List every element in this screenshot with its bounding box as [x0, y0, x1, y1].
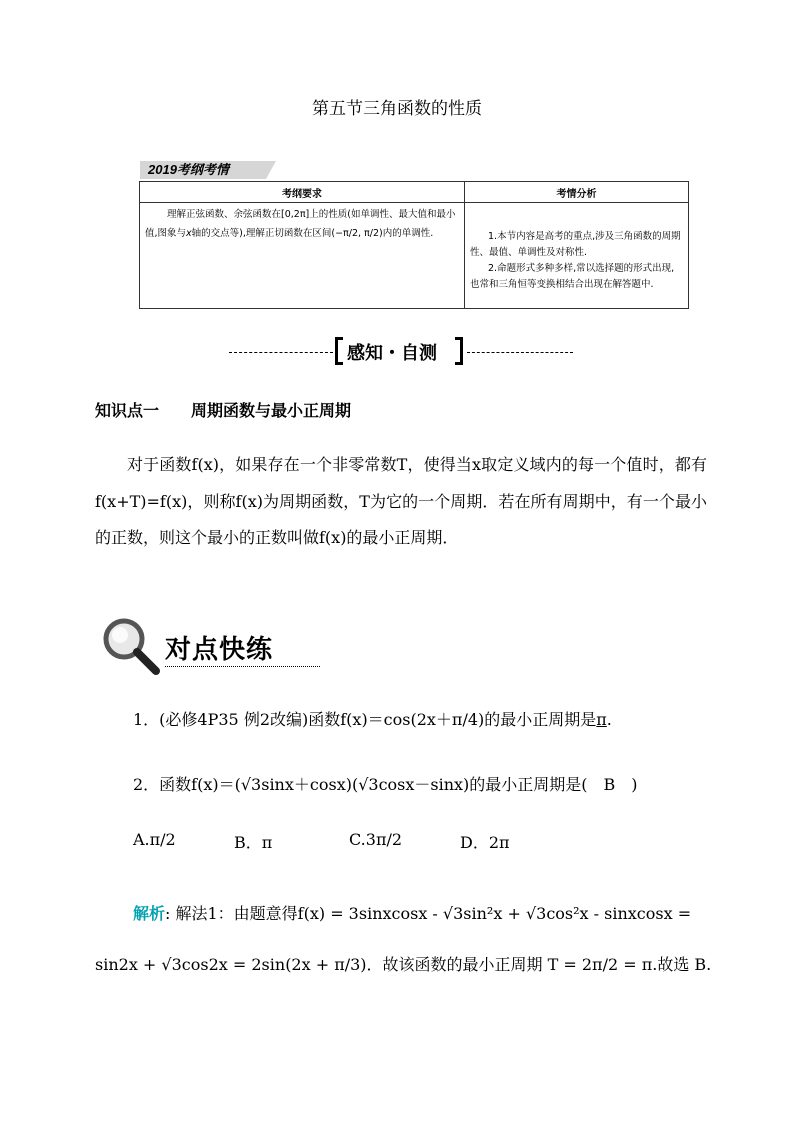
table-head-analysis: 考情分析 — [465, 182, 689, 203]
practice-underline — [165, 666, 320, 667]
req-text-1: 理解正弦函数、余弦函数在[0,2π]上的性质(如单调性、最大值和最小值,图象与 — [145, 209, 456, 239]
solution-label: 解析 — [133, 904, 166, 923]
req-interval: (−π/2, π/2) — [331, 228, 383, 239]
table-head-requirements: 考纲要求 — [140, 182, 465, 203]
q1-formula: f(x)＝cos(2x＋π/4) — [340, 710, 485, 729]
divider-label: 感知・自测 — [347, 343, 437, 364]
section-divider — [229, 341, 573, 365]
bracket-right — [455, 337, 463, 365]
q1-prefix: 1．(必修4P35 例2改编)函数 — [133, 710, 341, 729]
req-x: x — [186, 228, 192, 239]
exam-badge: 2019考纲考情 — [140, 161, 266, 179]
solution-line-1 — [133, 901, 691, 924]
practice-title: 对点快练 — [165, 635, 274, 665]
option-d: D．2π — [460, 833, 510, 852]
divider-line-right — [467, 352, 573, 353]
analysis-cell — [465, 203, 689, 309]
section-heading: 知识点一 周期函数与最小正周期 — [95, 401, 352, 420]
solution-line-2: sin2x + √3cos2x = 2sin(2x + π/3)．故该函数的最小正周期 T = 2π/2 = π.故选 B. — [95, 955, 712, 974]
question-1: 1．(必修4P35 例2改编)函数f(x)＝cos(2x＋π/4)的最小正周期是π. — [133, 710, 612, 729]
option-a: A.π/2 — [133, 830, 176, 849]
magnifier-icon — [100, 615, 164, 683]
option-c: C.3π/2 — [349, 830, 403, 849]
divider-line-left — [229, 352, 333, 353]
req-text-2: 轴的交点等),理解正切函数在区间 — [191, 228, 332, 239]
bracket-left — [335, 337, 343, 365]
analysis-item-1: 1.本节内容是高考的重点,涉及三角函数的周期性、最值、单调性及对称性. — [470, 231, 681, 258]
page-title: 第五节三角函数的性质 — [312, 99, 482, 119]
req-text-3: 内的单调性. — [382, 228, 434, 239]
solution-text-1: : 解法1：由题意得f(x) = 3sinxcosx - √3sin²x + √3cos²x - sinxcosx = — [165, 904, 692, 923]
syllabus-table — [139, 181, 689, 309]
question-2: 2．函数f(x)＝(√3sinx＋cosx)(√3cosx－sinx)的最小正周期是( B ) — [133, 775, 638, 794]
analysis-item-2: 2.命题形式多种多样,常以选择题的形式出现,也常和三角恒等变换相结合出现在解答题中. — [470, 263, 675, 290]
q1-suffix: 的最小正周期是 — [484, 710, 597, 729]
definition-paragraph — [95, 447, 707, 557]
requirements-cell — [140, 203, 465, 309]
q1-answer: π — [596, 710, 607, 729]
option-b: B．π — [234, 833, 273, 852]
definition-text: 对于函数f(x)，如果存在一个非零常数T，使得当x取定义域内的每一个值时，都有f(x+T)=f(x)，则称f(x)为周期函数，T为它的一个周期．若在所有周期中，有一个最小的正数，则这个最小的正数叫做f(x)的最小正周期． — [95, 455, 707, 547]
